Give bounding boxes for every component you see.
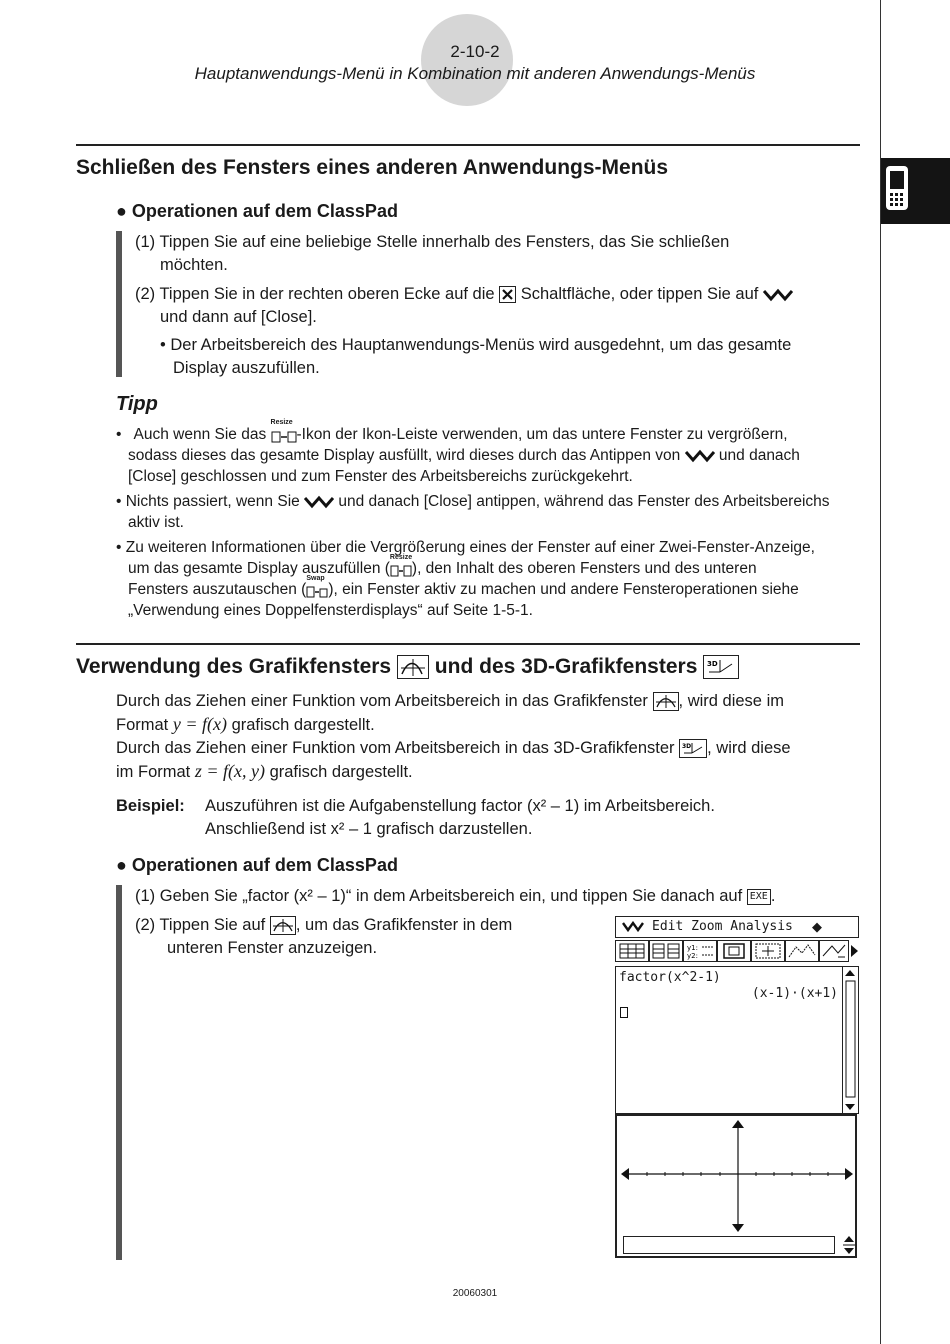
tip-1: • Auch wenn Sie das Resize -Ikon der Ikon-Leiste verwenden, um das untere Fenster zu vergrößern, sodass dieses das gesamte Display ausfüllt, wird dieses durch das Antippen von und danach [Close] geschlossen und zum Fenster des Arbeitsbereichs zurückgekehrt.: [116, 424, 860, 487]
exe-key-icon: EXE: [747, 889, 771, 905]
swap-label: Swap: [306, 574, 325, 582]
p1-math: y = f(x): [172, 714, 227, 734]
resize-icon: [270, 418, 297, 444]
calculator-icon: [881, 158, 950, 224]
step-bar: [116, 885, 122, 1260]
example-line-2: Anschließend ist x² – 1 grafisch darzustellen.: [205, 820, 533, 838]
svg-text:y2:: y2:: [687, 952, 698, 960]
input-line: factor(x^2-1): [619, 970, 721, 985]
section-2-title: [76, 655, 739, 679]
tip-1-d: und danach: [718, 447, 800, 464]
p1-b: , wird diese im: [678, 692, 784, 710]
p2-c: im Format: [116, 763, 191, 781]
tip-2-c: aktiv ist.: [128, 514, 184, 531]
example-label: Beispiel:: [116, 797, 185, 815]
resize-label: Resize: [389, 553, 413, 561]
resize-label: Resize: [270, 418, 293, 426]
tip-3-a: Zu weiteren Informationen über die Vergrößerung eines der Fenster auf einer Zwei-Fenster-Anzeige,: [125, 539, 815, 556]
graph-window-icon: [397, 655, 429, 679]
step-bar: [116, 231, 122, 377]
table-icon[interactable]: [615, 940, 649, 962]
s2-step-2-c: unteren Fenster anzuzeigen.: [167, 939, 378, 957]
tip-3-f: „Verwendung eines Doppelfensterdisplays“ auf Seite 1-5-1.: [128, 602, 533, 619]
section-2-title-a: Verwendung des Grafikfensters: [76, 655, 392, 678]
ops-title-2: Operationen auf dem ClassPad: [131, 855, 398, 875]
graph-window[interactable]: [615, 1114, 857, 1258]
tip-2-b: und danach [Close] antippen, während das Fenster des Arbeitsbereichs: [338, 493, 830, 510]
svg-text:3D: 3D: [707, 660, 718, 669]
tip-1-e: [Close] geschlossen und zum Fenster des Arbeitsbereichs zurückgekehrt.: [128, 468, 633, 485]
section-2-intro: [116, 690, 860, 784]
p1-a: Durch das Ziehen einer Funktion vom Arbeitsbereich in das Grafikfenster: [116, 692, 648, 710]
p2-b: , wird diese: [707, 739, 791, 757]
footer-code: 20060301: [452, 1288, 498, 1299]
ops-heading: ● Operationen auf dem ClassPad: [116, 201, 398, 221]
step-2-bullet: [160, 334, 860, 380]
p2-math: z = f(x, y): [194, 761, 265, 781]
tip-1-b: -Ikon der Ikon-Leiste verwenden, um das untere Fenster zu vergrößern,: [296, 426, 788, 443]
graph-3d-icon: [703, 655, 739, 679]
example-text: [205, 795, 860, 841]
step-1-line-2: möchten.: [160, 256, 228, 274]
tip-1-a: Auch wenn Sie das: [133, 426, 267, 443]
s2-step-2-b: , um das Grafikfenster in dem: [295, 916, 513, 934]
close-icon: [499, 286, 516, 303]
bullet-line-1: • Der Arbeitsbereich des Hauptanwendungs-Menüs wird ausgedehnt, um das gesamte: [160, 336, 792, 354]
y-equals-icon[interactable]: [683, 940, 717, 962]
tip-3: • Zu weiteren Informationen über die Vergrößerung eines der Fenster auf einer Zwei-Fenster-Anzeige, um das gesamte Display auszufüllen ( Resize ), den Inhalt des oberen Fensters und des unteren Fensters auszutauschen ( Swap ), ein Fenster aktiv zu machen und andere Fensteroperationen siehe „Verwendung eines Doppelfensterdisplays“ auf Seite 1-5-1.: [116, 537, 860, 621]
scroll-arrows-icon[interactable]: [841, 1235, 857, 1255]
svg-text:y1:: y1:: [687, 944, 698, 952]
example-line-1: Auszuführen ist die Aufgabenstellung factor (x² – 1) im Arbeitsbereich.: [205, 797, 715, 815]
menu-chevron-icon: [304, 495, 334, 509]
swap-icon: [306, 574, 328, 598]
zoom-out-icon[interactable]: [751, 940, 785, 962]
menu-chevron-icon: [763, 288, 793, 302]
result-line: (x-1)·(x+1): [751, 986, 838, 1001]
menu-bar[interactable]: [615, 916, 859, 938]
section-title: Schließen des Fensters eines anderen Anwendungs-Menüs: [76, 156, 669, 179]
svg-text:3D: 3D: [682, 743, 692, 751]
graph-entry-field[interactable]: [623, 1236, 835, 1254]
p2-d: grafisch dargestellt.: [269, 763, 413, 781]
chapter-tab: [881, 158, 950, 224]
step-2-line-2: und dann auf [Close].: [160, 308, 317, 326]
menu-chevron-icon: [685, 449, 715, 463]
graph-3d-icon: [679, 739, 707, 758]
ops-heading-2: ● Operationen auf dem ClassPad: [116, 855, 398, 875]
section-rule: [76, 144, 860, 146]
step-2-text-b: Schaltfläche, oder tippen Sie auf: [520, 285, 759, 303]
section-2-title-b: und des 3D-Grafikfensters: [434, 655, 698, 678]
step-1: [135, 231, 860, 277]
calculator-screen: [615, 916, 859, 1260]
trace-icon[interactable]: [785, 940, 819, 962]
sketch-icon[interactable]: [819, 940, 849, 962]
tip-2-a: Nichts passiert, wenn Sie: [125, 493, 300, 510]
p1-d: grafisch dargestellt.: [231, 716, 375, 734]
tip-3-b: um das gesamte Display auszufüllen (: [128, 560, 390, 577]
menu-more-icon[interactable]: ◆: [812, 919, 822, 934]
cursor: [620, 1007, 628, 1018]
s2-step-1: (1) Geben Sie „factor (x² – 1)“ in dem Arbeitsbereich ein, und tippen Sie danach auf EXE .: [135, 887, 776, 905]
tip-3-c: ), den Inhalt des oberen Fensters und des unteren: [411, 560, 757, 577]
menu-chevron-icon[interactable]: [622, 921, 644, 933]
section-rule: [76, 643, 860, 645]
play-icon[interactable]: [849, 940, 860, 962]
page-number: 2-10-2: [450, 42, 500, 61]
ops-title: Operationen auf dem ClassPad: [131, 201, 398, 221]
zoom-box-icon[interactable]: [717, 940, 751, 962]
page-subtitle: Hauptanwendungs-Menü in Kombination mit anderen Anwendungs-Menüs: [194, 64, 756, 83]
scrollbar[interactable]: [842, 967, 858, 1113]
tipp-title: Tipp: [116, 393, 158, 415]
menu-labels[interactable]: Edit Zoom Analysis: [652, 919, 793, 934]
tip-1-c: sodass dieses das gesamte Display ausfüllt, wird dieses durch das Antippen von: [128, 447, 681, 464]
p1-c: Format: [116, 716, 169, 734]
graph-window-icon: [653, 692, 679, 711]
main-window[interactable]: [615, 966, 859, 1114]
step-2: [135, 283, 860, 329]
step-1-line-1: (1) Tippen Sie auf eine beliebige Stelle innerhalb des Fensters, das Sie schließen: [135, 233, 730, 251]
step-2-text-a: (2) Tippen Sie in der rechten oberen Ecke auf die: [135, 285, 495, 303]
graph-window-icon: [270, 916, 296, 935]
table-split-icon[interactable]: [649, 940, 683, 962]
bullet-line-2: Display auszufüllen.: [173, 359, 320, 377]
tip-2: • Nichts passiert, wenn Sie und danach [Close] antippen, während das Fenster des Arbeitsbereichs aktiv ist.: [116, 491, 860, 533]
s2-step-1-text: (1) Geben Sie „factor (x² – 1)“ in dem Arbeitsbereich ein, und tippen Sie danach auf: [135, 887, 743, 905]
s2-step-2-a: (2) Tippen Sie auf: [135, 916, 266, 934]
resize-icon: [389, 553, 413, 577]
p2-a: Durch das Ziehen einer Funktion vom Arbeitsbereich in das 3D-Grafikfenster: [116, 739, 675, 757]
s2-step-2: [135, 914, 575, 960]
tip-3-e: ), ein Fenster aktiv zu machen und andere Fensteroperationen siehe: [328, 581, 799, 598]
tip-3-d: Fensters auszutauschen (: [128, 581, 307, 598]
